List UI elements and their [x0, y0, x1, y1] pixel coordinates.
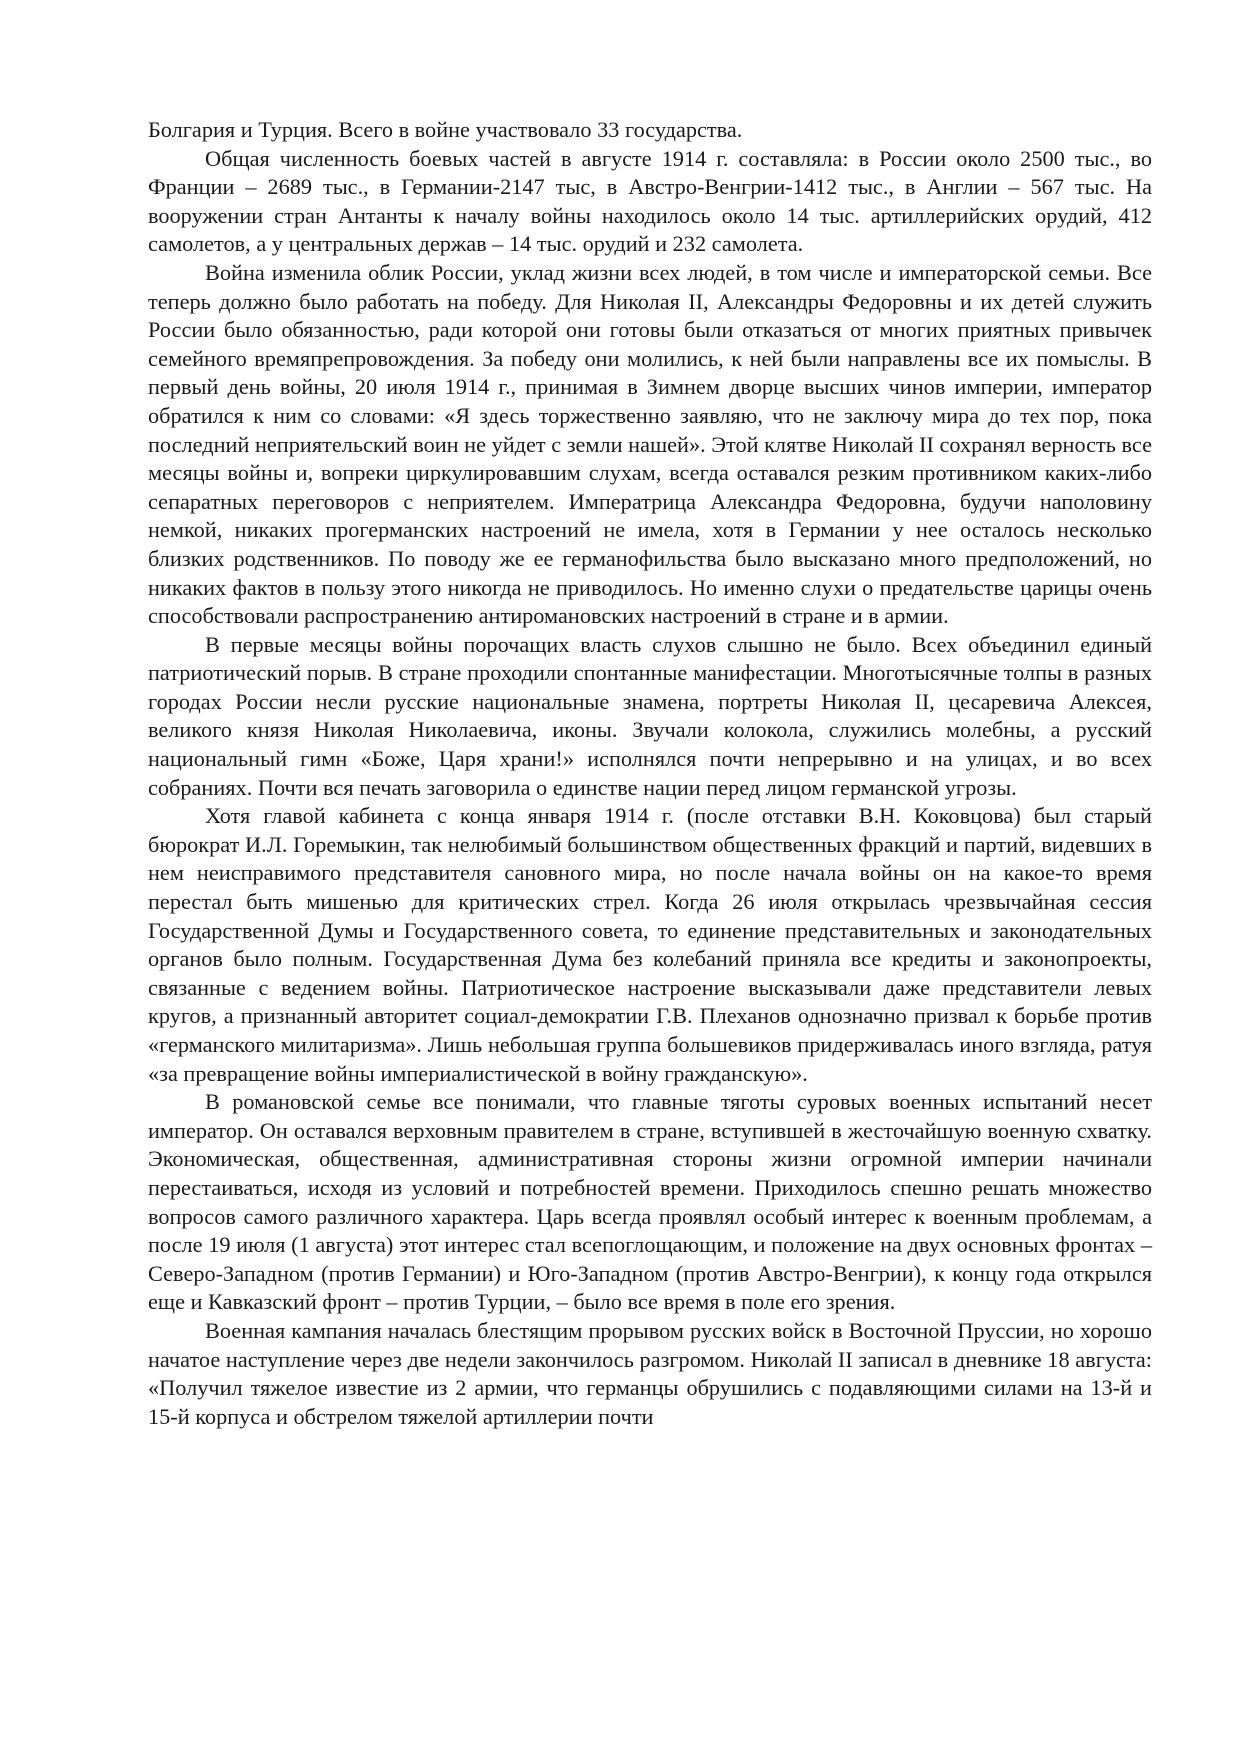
paragraph-1: Болгария и Турция. Всего в войне участвовало 33 государства. [148, 117, 743, 142]
paragraph-4: В первые месяцы войны порочащих власть слухов слышно не было. Всех объединил единый патриотический порыв. В стране проходили спонтанные манифестации. Многотысячные толпы в разных городах России несли русские национальные знамена, портреты Николая II, цесаревича Алексея, великого князя Николая Николаевича, иконы. Звучали колокола, служились молебны, а русский национальный гимн «Боже, Царя храни!» исполнялся почти непрерывно и на улицах, и во всех собраниях. Почти вся печать заговорила о единстве нации перед лицом германской угрозы. [148, 631, 1152, 800]
paragraph-5: Хотя главой кабинета с конца января 1914 г. (после отставки В.Н. Коковцова) был старый бюрократ И.Л. Горемыкин, так нелюбимый большинством общественных фракций и партий, видевших в нем неисправимого представителя сановного мира, но после начала войны он на какое-то время перестал быть мишенью для критических стрел. Когда 26 июля открылась чрезвычайная сессия Государственной Думы и Государственного совета, то единение представительных и законодательных органов было полным. Государственная Дума без колебаний приняла все кредиты и законопроекты, связанные с ведением войны. Патриотическое настроение высказывали даже представители левых кругов, а признанный авторитет социал-демократии Г.В. Плеханов однозначно призвал к борьбе против «германского милитаризма». Лишь небольшая группа большевиков придерживалась иного взгляда, ратуя «за превращение войны империалистической в войну гражданскую». [148, 803, 1152, 1086]
document-page [148, 116, 1152, 1431]
paragraph-6: В романовской семье все понимали, что главные тяготы суровых военных испытаний несет император. Он оставался верховным правителем в стране, вступившей в жесточайшую военную схватку. Экономическая, общественная, административная стороны жизни огромной империи начинали перестаиваться, исходя из условий и потребностей времени. Приходилось спешно решать множество вопросов самого различного характера. Царь всегда проявлял особый интерес к военным проблемам, а после 19 июля (1 августа) этот интерес стал всепоглощающим, и положение на двух основных фронтах – Северо-Западном (против Германии) и Юго-Западном (против Австро-Венгрии), к концу года открылся еще и Кавказский фронт – против Турции, – было все время в поле его зрения. [148, 1089, 1152, 1315]
paragraph-2: Общая численность боевых частей в августе 1914 г. составляла: в России около 2500 тыс., во Франции – 2689 тыс., в Германии-2147 тыс, в Австро-Венгрии-1412 тыс., в Англии – 567 тыс. На вооружении стран Антанты к началу войны находилось около 14 тыс. артиллерийских орудий, 412 самолетов, а у центральных держав – 14 тыс. орудий и 232 самолета. [148, 145, 1152, 257]
paragraph-7: Военная кампания началась блестящим прорывом русских войск в Восточной Пруссии, но хорошо начатое наступление через две недели закончилось разгромом. Николай II записал в дневнике 18 августа: «Получил тяжелое известие из 2 армии, что германцы обрушились с подавляющими силами на 13-й и 15-й корпуса и обстрелом тяжелой артиллерии почти [148, 1317, 1152, 1429]
paragraph-3: Война изменила облик России, уклад жизни всех людей, в том числе и императорской семьи. Все теперь должно было работать на победу. Для Николая II, Александры Федоровны и их детей служить России было обязанностью, ради которой они готовы были отказаться от многих приятных привычек семейного времяпрепровождения. За победу они молились, к ней были направлены все их помыслы. В первый день войны, 20 июля 1914 г., принимая в Зимнем дворце высших чинов империи, император обратился к ним со словами: «Я здесь торжественно заявляю, что не заключу мира до тех пор, пока последний неприятельский воин не уйдет с земли нашей». Этой клятве Николай II сохранял верность все месяцы войны и, вопреки циркулировавшим слухам, всегда оставался резким противником каких-либо сепаратных переговоров с неприятелем. Императрица Александра Федоровна, будучи наполовину немкой, никаких прогерманских настроений не имела, хотя в Германии у нее осталось несколько близких родственников. По поводу же ее германофильства было высказано много предположений, но никаких фактов в пользу этого никогда не приводилось. Но именно слухи о предательстве царицы очень способствовали распространению антиромановских настроений в стране и в армии. [148, 259, 1152, 629]
